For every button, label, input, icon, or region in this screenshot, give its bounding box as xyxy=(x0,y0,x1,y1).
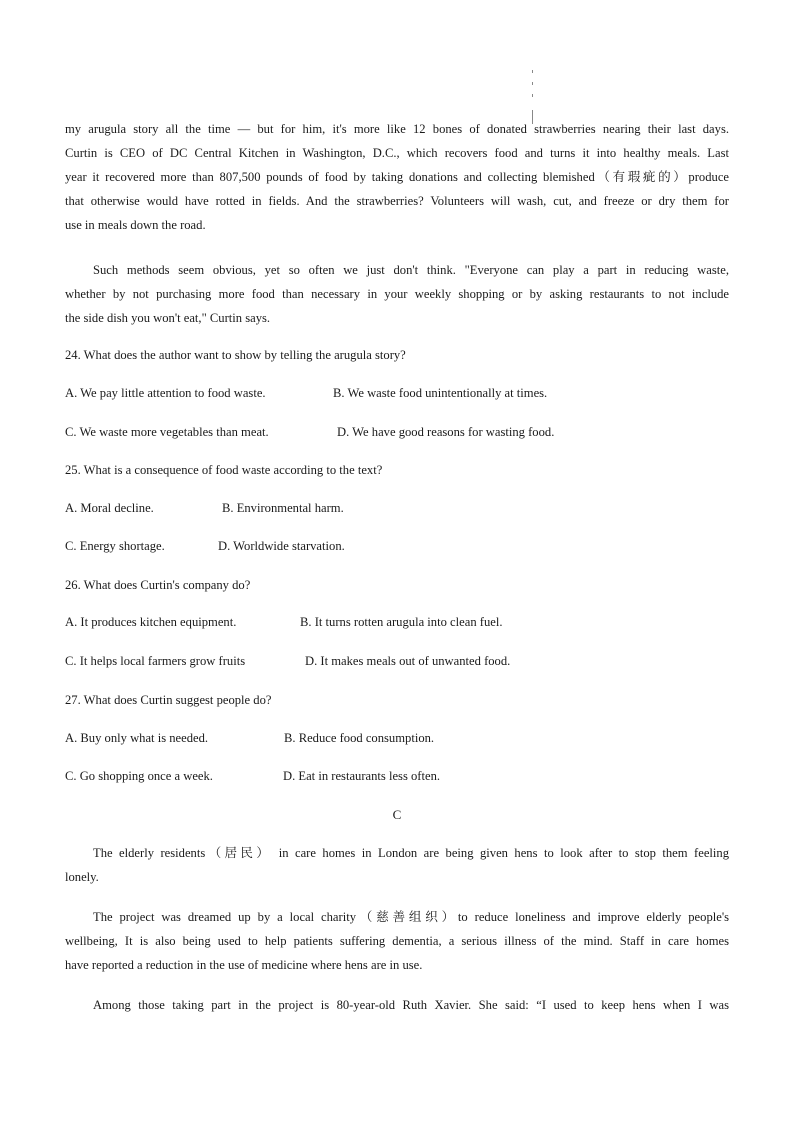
q26-option-a[interactable]: A. It produces kitchen equipment. xyxy=(65,615,237,629)
q27-option-c[interactable]: C. Go shopping once a week. xyxy=(65,769,213,783)
q25-option-a[interactable]: A. Moral decline. xyxy=(65,501,154,515)
text-line: my arugula story all the time — but for him, it's more like 12 bones of donated strawberries nearing their last days. xyxy=(65,122,729,136)
section-heading: C xyxy=(392,807,402,822)
q25-option-b[interactable]: B. Environmental harm. xyxy=(222,501,344,515)
question-25-stem: 25. What is a consequence of food waste according to the text? xyxy=(65,463,383,477)
text-line: The elderly residents（居民） in care homes in London are being given hens to look after to stop them feeling xyxy=(93,846,729,860)
question-26-stem: 26. What does Curtin's company do? xyxy=(65,578,251,592)
passage-b-paragraph-1 xyxy=(65,117,729,237)
passage-b-paragraph-2 xyxy=(65,258,729,330)
text-line: the side dish you won't eat," Curtin says. xyxy=(65,311,271,325)
q27-option-b[interactable]: B. Reduce food consumption. xyxy=(284,731,435,745)
q24-option-a[interactable]: A. We pay little attention to food waste. xyxy=(65,386,266,400)
q24-option-b[interactable]: B. We waste food unintentionally at times. xyxy=(333,386,548,400)
text-line: lonely. xyxy=(65,870,99,884)
q27-option-d[interactable]: D. Eat in restaurants less often. xyxy=(283,769,441,783)
text-line: Such methods seem obvious, yet so often we just don't think. "Everyone can play a part in reducing waste, xyxy=(93,263,729,277)
text-line: year it recovered more than 807,500 pounds of food by taking donations and collecting blemished（有瑕疵的）produce xyxy=(65,170,729,184)
question-24-stem: 24. What does the author want to show by telling the arugula story? xyxy=(65,348,406,362)
q26-option-d[interactable]: D. It makes meals out of unwanted food. xyxy=(305,654,511,668)
q25-option-c[interactable]: C. Energy shortage. xyxy=(65,539,165,553)
text-line: The project was dreamed up by a local charity（慈善组织）to reduce loneliness and improve elderly people's xyxy=(93,910,729,924)
section-c-paragraph-2 xyxy=(65,905,729,977)
section-c-paragraph-3 xyxy=(65,993,729,1017)
q27-option-a[interactable]: A. Buy only what is needed. xyxy=(65,731,209,745)
q26-option-c[interactable]: C. It helps local farmers grow fruits xyxy=(65,654,246,668)
question-27-stem: 27. What does Curtin suggest people do? xyxy=(65,693,272,707)
text-line: Among those taking part in the project is 80-year-old Ruth Xavier. She said: “I used to keep hens when I was xyxy=(93,998,729,1012)
q24-option-d[interactable]: D. We have good reasons for wasting food. xyxy=(337,425,555,439)
text-line: wellbeing, It is also being used to help patients suffering dementia, a serious illness of the mind. Staff in care homes xyxy=(65,934,729,948)
text-line: use in meals down the road. xyxy=(65,218,206,232)
q26-option-b[interactable]: B. It turns rotten arugula into clean fuel. xyxy=(300,615,503,629)
text-line: Curtin is CEO of DC Central Kitchen in Washington, D.C., which recovers food and turns it into healthy meals. Last xyxy=(65,146,729,160)
q25-option-d[interactable]: D. Worldwide starvation. xyxy=(218,539,345,553)
q24-option-c[interactable]: C. We waste more vegetables than meat. xyxy=(65,425,269,439)
text-line: that otherwise would have rotted in fields. And the strawberries? Volunteers will wash, cut, and freeze or dry them for xyxy=(65,194,729,208)
text-line: have reported a reduction in the use of medicine where hens are in use. xyxy=(65,958,423,972)
section-c-paragraph-1 xyxy=(65,841,729,889)
text-line: whether by not purchasing more food than necessary in your weekly shopping or by asking restaurants to not include xyxy=(65,287,729,301)
